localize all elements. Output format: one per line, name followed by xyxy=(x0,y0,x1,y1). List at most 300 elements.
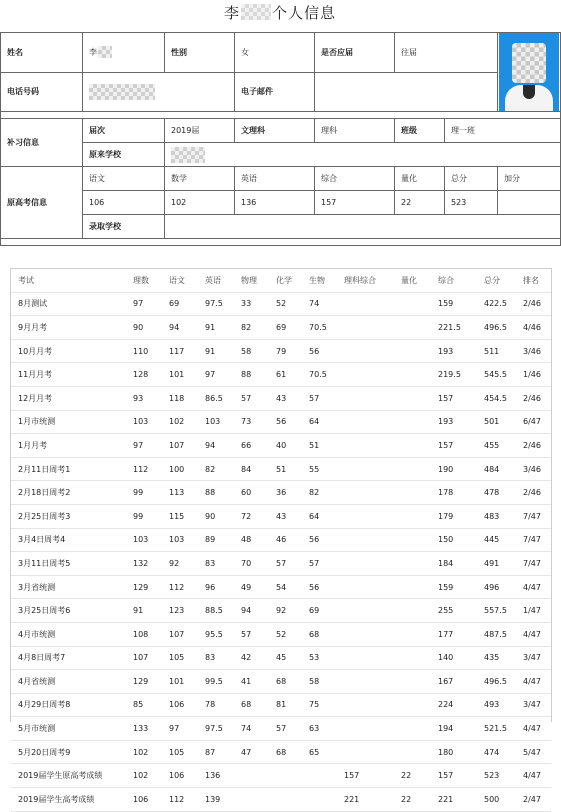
table-cell: 22 xyxy=(394,788,431,812)
table-cell xyxy=(269,764,302,788)
table-cell: 103 xyxy=(162,528,198,552)
table-cell: 3月11日周考5 xyxy=(11,552,126,576)
table-cell: 454.5 xyxy=(477,386,516,410)
table-cell: 2月18日周考2 xyxy=(11,481,126,505)
table-cell: 3/47 xyxy=(516,646,551,670)
table-cell: 132 xyxy=(126,552,162,576)
table-cell: 3/46 xyxy=(516,457,551,481)
table-cell: 3/46 xyxy=(516,339,551,363)
exam-value-bonus xyxy=(498,191,561,215)
exam-value-quantified: 22 xyxy=(395,191,445,215)
column-header: 综合 xyxy=(431,269,477,292)
table-cell xyxy=(394,646,431,670)
fresh-graduate-value: 往届 xyxy=(395,33,498,73)
table-cell: 56 xyxy=(302,575,337,599)
table-cell: 68 xyxy=(234,693,269,717)
table-cell: 107 xyxy=(162,434,198,458)
table-cell: 102 xyxy=(126,740,162,764)
name-value: 李 xyxy=(83,33,165,73)
table-cell: 9月月考 xyxy=(11,316,126,340)
table-cell: 107 xyxy=(162,622,198,646)
table-cell: 4/47 xyxy=(516,670,551,694)
table-cell: 81 xyxy=(269,693,302,717)
table-cell xyxy=(337,292,394,316)
table-cell: 455 xyxy=(477,434,516,458)
table-cell: 90 xyxy=(126,316,162,340)
table-cell: 1月月考 xyxy=(11,434,126,458)
exam-value-english: 136 xyxy=(235,191,315,215)
table-cell: 157 xyxy=(431,434,477,458)
table-cell: 103 xyxy=(126,528,162,552)
table-row xyxy=(11,504,551,528)
table-cell xyxy=(337,481,394,505)
table-cell: 40 xyxy=(269,434,302,458)
table-cell: 96 xyxy=(198,575,234,599)
table-cell: 194 xyxy=(431,717,477,741)
table-cell: 69 xyxy=(162,292,198,316)
table-cell: 112 xyxy=(162,575,198,599)
title-surname: 李 xyxy=(223,4,240,22)
table-row xyxy=(11,386,551,410)
table-cell: 5月20日周考9 xyxy=(11,740,126,764)
table-cell: 12月月考 xyxy=(11,386,126,410)
table-cell: 55 xyxy=(302,457,337,481)
gender-label: 性别 xyxy=(165,33,235,73)
table-cell: 49 xyxy=(234,575,269,599)
table-cell: 99 xyxy=(126,481,162,505)
column-header: 理数 xyxy=(126,269,162,292)
table-cell: 68 xyxy=(269,740,302,764)
table-cell: 117 xyxy=(162,339,198,363)
title-suffix: 个人信息 xyxy=(272,4,337,22)
table-cell: 47 xyxy=(234,740,269,764)
table-cell xyxy=(337,504,394,528)
table-cell: 157 xyxy=(431,386,477,410)
table-cell: 56 xyxy=(269,410,302,434)
table-cell: 57 xyxy=(269,552,302,576)
table-cell: 101 xyxy=(162,670,198,694)
track-value: 理科 xyxy=(315,119,395,143)
table-cell xyxy=(302,764,337,788)
table-cell: 140 xyxy=(431,646,477,670)
table-cell: 103 xyxy=(126,410,162,434)
column-header: 量化 xyxy=(394,269,431,292)
table-cell: 7/47 xyxy=(516,552,551,576)
table-cell: 445 xyxy=(477,528,516,552)
column-header: 排名 xyxy=(516,269,551,292)
table-cell: 97 xyxy=(198,363,234,387)
table-cell: 68 xyxy=(302,622,337,646)
table-row xyxy=(11,670,551,694)
table-row xyxy=(11,552,551,576)
table-cell: 3月4日周考4 xyxy=(11,528,126,552)
table-cell: 61 xyxy=(269,363,302,387)
table-cell: 41 xyxy=(234,670,269,694)
table-row xyxy=(11,316,551,340)
table-cell: 42 xyxy=(234,646,269,670)
table-cell: 105 xyxy=(162,646,198,670)
table-cell: 221.5 xyxy=(431,316,477,340)
table-cell xyxy=(394,622,431,646)
table-cell: 5月市统测 xyxy=(11,717,126,741)
table-cell xyxy=(337,434,394,458)
table-cell xyxy=(302,788,337,812)
table-cell: 180 xyxy=(431,740,477,764)
table-cell: 90 xyxy=(198,504,234,528)
table-cell: 545.5 xyxy=(477,363,516,387)
table-cell: 56 xyxy=(302,528,337,552)
table-cell xyxy=(269,788,302,812)
table-cell: 8月测试 xyxy=(11,292,126,316)
table-cell: 57 xyxy=(269,717,302,741)
table-cell: 82 xyxy=(234,316,269,340)
table-cell: 179 xyxy=(431,504,477,528)
admission-school-label: 录取学校 xyxy=(83,215,165,239)
table-cell: 82 xyxy=(302,481,337,505)
table-cell: 523 xyxy=(477,764,516,788)
table-cell: 10月月考 xyxy=(11,339,126,363)
table-cell: 484 xyxy=(477,457,516,481)
table-cell: 70 xyxy=(234,552,269,576)
table-cell: 66 xyxy=(234,434,269,458)
column-header: 生物 xyxy=(302,269,337,292)
table-cell: 64 xyxy=(302,504,337,528)
table-cell: 2019届学生高考成绩 xyxy=(11,788,126,812)
track-label: 文理科 xyxy=(235,119,315,143)
class-label: 班级 xyxy=(395,119,445,143)
table-cell: 6/47 xyxy=(516,410,551,434)
table-cell xyxy=(394,575,431,599)
class-value: 理一班 xyxy=(445,119,561,143)
table-cell xyxy=(394,292,431,316)
table-cell xyxy=(394,481,431,505)
table-cell: 60 xyxy=(234,481,269,505)
table-cell: 63 xyxy=(302,717,337,741)
table-cell xyxy=(337,646,394,670)
table-cell: 221 xyxy=(431,788,477,812)
table-cell: 478 xyxy=(477,481,516,505)
tutoring-label: 补习信息 xyxy=(1,119,83,167)
table-cell: 100 xyxy=(162,457,198,481)
table-cell xyxy=(394,316,431,340)
table-row xyxy=(11,740,551,764)
table-cell: 4/47 xyxy=(516,717,551,741)
table-row xyxy=(11,622,551,646)
table-cell: 94 xyxy=(198,434,234,458)
table-cell: 435 xyxy=(477,646,516,670)
table-cell: 45 xyxy=(269,646,302,670)
table-cell: 193 xyxy=(431,410,477,434)
table-cell: 97.5 xyxy=(198,717,234,741)
table-row xyxy=(11,646,551,670)
page-title xyxy=(0,0,560,26)
table-cell: 84 xyxy=(234,457,269,481)
table-cell: 53 xyxy=(302,646,337,670)
table-cell: 487.5 xyxy=(477,622,516,646)
table-cell xyxy=(394,717,431,741)
table-cell: 69 xyxy=(269,316,302,340)
exam-header-chinese: 语文 xyxy=(83,167,165,191)
table-cell: 129 xyxy=(126,575,162,599)
table-cell: 159 xyxy=(431,292,477,316)
table-cell: 255 xyxy=(431,599,477,623)
table-cell xyxy=(337,457,394,481)
table-cell xyxy=(394,363,431,387)
table-cell: 2月25日周考3 xyxy=(11,504,126,528)
table-cell: 48 xyxy=(234,528,269,552)
column-header: 英语 xyxy=(198,269,234,292)
column-header: 考试 xyxy=(11,269,126,292)
table-cell: 107 xyxy=(126,646,162,670)
table-cell: 7/47 xyxy=(516,528,551,552)
exam-value-total: 523 xyxy=(445,191,498,215)
table-row xyxy=(11,292,551,316)
photo-portrait xyxy=(499,33,559,111)
student-photo xyxy=(498,33,561,112)
table-cell: 86.5 xyxy=(198,386,234,410)
table-cell: 557.5 xyxy=(477,599,516,623)
table-cell: 52 xyxy=(269,292,302,316)
table-cell: 97 xyxy=(126,434,162,458)
table-cell: 33 xyxy=(234,292,269,316)
table-cell: 102 xyxy=(162,410,198,434)
table-cell: 43 xyxy=(269,504,302,528)
table-cell: 97 xyxy=(126,292,162,316)
table-cell: 72 xyxy=(234,504,269,528)
table-cell xyxy=(394,740,431,764)
table-cell xyxy=(337,622,394,646)
table-cell xyxy=(337,599,394,623)
table-cell: 68 xyxy=(269,670,302,694)
table-cell: 58 xyxy=(302,670,337,694)
table-cell: 496.5 xyxy=(477,316,516,340)
table-cell: 219.5 xyxy=(431,363,477,387)
table-cell: 103 xyxy=(198,410,234,434)
column-header: 物理 xyxy=(234,269,269,292)
table-row xyxy=(11,717,551,741)
table-cell: 2/46 xyxy=(516,481,551,505)
table-cell: 474 xyxy=(477,740,516,764)
table-cell: 70.5 xyxy=(302,363,337,387)
table-cell: 496 xyxy=(477,575,516,599)
table-row xyxy=(11,788,551,812)
table-cell xyxy=(394,504,431,528)
table-cell: 46 xyxy=(269,528,302,552)
table-cell xyxy=(394,670,431,694)
column-header: 语文 xyxy=(162,269,198,292)
redacted-school xyxy=(171,147,205,163)
table-cell: 99.5 xyxy=(198,670,234,694)
table-cell: 150 xyxy=(431,528,477,552)
table-cell: 94 xyxy=(234,599,269,623)
table-cell: 184 xyxy=(431,552,477,576)
table-cell: 501 xyxy=(477,410,516,434)
grade-value: 2019届 xyxy=(165,119,235,143)
table-cell xyxy=(337,575,394,599)
table-cell xyxy=(394,457,431,481)
table-cell: 4/46 xyxy=(516,316,551,340)
table-cell: 221 xyxy=(337,788,394,812)
table-cell: 57 xyxy=(234,386,269,410)
table-cell: 2/46 xyxy=(516,386,551,410)
table-cell xyxy=(337,316,394,340)
table-cell: 4/47 xyxy=(516,622,551,646)
table-cell: 57 xyxy=(302,386,337,410)
table-cell: 123 xyxy=(162,599,198,623)
table-cell xyxy=(337,717,394,741)
table-cell: 22 xyxy=(394,764,431,788)
table-cell: 75 xyxy=(302,693,337,717)
table-cell xyxy=(337,552,394,576)
table-cell: 115 xyxy=(162,504,198,528)
table-cell: 74 xyxy=(234,717,269,741)
table-cell: 112 xyxy=(126,457,162,481)
table-cell: 88 xyxy=(234,363,269,387)
table-cell: 106 xyxy=(162,764,198,788)
table-cell: 133 xyxy=(126,717,162,741)
table-cell xyxy=(337,410,394,434)
table-row xyxy=(11,481,551,505)
table-row xyxy=(11,693,551,717)
table-cell: 87 xyxy=(198,740,234,764)
table-cell: 178 xyxy=(431,481,477,505)
table-cell xyxy=(394,339,431,363)
table-cell: 1/46 xyxy=(516,363,551,387)
table-cell: 97 xyxy=(162,717,198,741)
table-cell: 93 xyxy=(126,386,162,410)
fresh-graduate-label: 是否应届 xyxy=(315,33,395,73)
exam-value-chinese: 106 xyxy=(83,191,165,215)
table-row xyxy=(11,434,551,458)
title-redacted-name xyxy=(241,4,271,20)
table-cell: 11月月考 xyxy=(11,363,126,387)
table-cell: 129 xyxy=(126,670,162,694)
table-cell: 106 xyxy=(162,693,198,717)
table-cell: 4月市统测 xyxy=(11,622,126,646)
table-cell xyxy=(394,434,431,458)
score-table xyxy=(11,269,551,812)
table-cell: 52 xyxy=(269,622,302,646)
table-cell: 422.5 xyxy=(477,292,516,316)
email-value xyxy=(315,72,498,112)
table-cell: 113 xyxy=(162,481,198,505)
table-row xyxy=(11,339,551,363)
table-cell: 493 xyxy=(477,693,516,717)
table-cell xyxy=(234,764,269,788)
score-history xyxy=(10,268,552,804)
table-cell: 2/46 xyxy=(516,434,551,458)
redacted-phone xyxy=(89,84,155,100)
table-row xyxy=(11,528,551,552)
exam-header-quantified: 量化 xyxy=(395,167,445,191)
table-cell: 91 xyxy=(198,339,234,363)
table-cell: 91 xyxy=(126,599,162,623)
exam-header-comprehensive: 综合 xyxy=(315,167,395,191)
table-cell: 224 xyxy=(431,693,477,717)
student-info-table xyxy=(0,32,561,246)
table-cell: 167 xyxy=(431,670,477,694)
table-cell: 521.5 xyxy=(477,717,516,741)
table-cell: 2/47 xyxy=(516,788,551,812)
table-cell: 56 xyxy=(302,339,337,363)
exam-header-math: 数学 xyxy=(165,167,235,191)
exam-header-bonus: 加分 xyxy=(498,167,561,191)
table-cell: 94 xyxy=(162,316,198,340)
table-cell: 193 xyxy=(431,339,477,363)
table-cell: 483 xyxy=(477,504,516,528)
table-cell: 500 xyxy=(477,788,516,812)
table-cell: 69 xyxy=(302,599,337,623)
table-cell: 54 xyxy=(269,575,302,599)
table-cell: 57 xyxy=(302,552,337,576)
table-cell: 4月29日周考8 xyxy=(11,693,126,717)
original-school-label: 原来学校 xyxy=(83,143,165,167)
table-cell: 78 xyxy=(198,693,234,717)
table-cell: 83 xyxy=(198,646,234,670)
table-cell: 4月省统测 xyxy=(11,670,126,694)
table-cell: 36 xyxy=(269,481,302,505)
table-row xyxy=(11,410,551,434)
table-cell: 102 xyxy=(126,764,162,788)
admission-school-value xyxy=(165,215,561,239)
original-school-value xyxy=(165,143,561,167)
table-cell xyxy=(337,693,394,717)
name-label: 姓名 xyxy=(1,33,83,73)
table-cell xyxy=(337,528,394,552)
table-row xyxy=(11,457,551,481)
table-cell: 79 xyxy=(269,339,302,363)
phone-label: 电话号码 xyxy=(1,72,83,112)
table-cell: 95.5 xyxy=(198,622,234,646)
table-cell xyxy=(394,693,431,717)
table-cell: 157 xyxy=(431,764,477,788)
score-table-header xyxy=(11,269,551,292)
table-cell: 177 xyxy=(431,622,477,646)
table-cell: 157 xyxy=(337,764,394,788)
table-cell: 92 xyxy=(269,599,302,623)
table-row xyxy=(11,363,551,387)
table-cell: 43 xyxy=(269,386,302,410)
table-cell: 91 xyxy=(198,316,234,340)
column-header: 理科综合 xyxy=(337,269,394,292)
table-cell: 112 xyxy=(162,788,198,812)
table-cell: 190 xyxy=(431,457,477,481)
table-cell: 88 xyxy=(198,481,234,505)
gender-value: 女 xyxy=(235,33,315,73)
table-cell: 110 xyxy=(126,339,162,363)
table-cell: 99 xyxy=(126,504,162,528)
table-cell: 118 xyxy=(162,386,198,410)
table-cell: 106 xyxy=(126,788,162,812)
email-label: 电子邮件 xyxy=(235,72,315,112)
column-header: 总分 xyxy=(477,269,516,292)
table-cell xyxy=(337,386,394,410)
table-cell: 1月市统测 xyxy=(11,410,126,434)
table-cell: 4/47 xyxy=(516,764,551,788)
table-cell: 82 xyxy=(198,457,234,481)
table-row xyxy=(11,764,551,788)
table-row xyxy=(11,599,551,623)
grade-label: 届次 xyxy=(83,119,165,143)
table-cell xyxy=(394,552,431,576)
table-cell: 496.5 xyxy=(477,670,516,694)
table-cell: 101 xyxy=(162,363,198,387)
table-cell: 83 xyxy=(198,552,234,576)
table-cell: 5/47 xyxy=(516,740,551,764)
table-cell: 51 xyxy=(302,434,337,458)
table-cell: 159 xyxy=(431,575,477,599)
table-cell: 97.5 xyxy=(198,292,234,316)
